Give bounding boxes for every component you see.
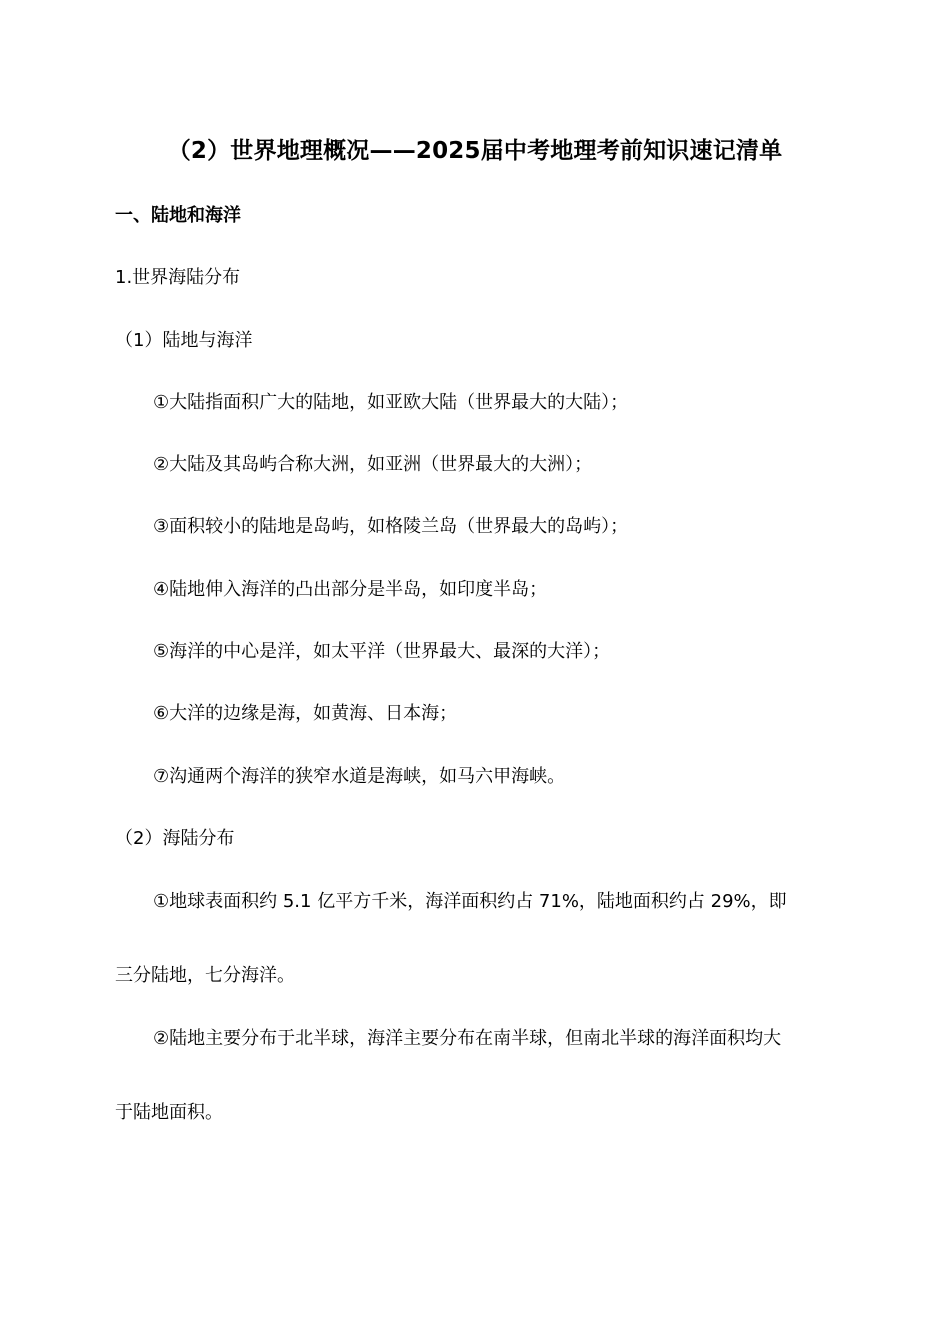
list-item: ③面积较小的陆地是岛屿，如格陵兰岛（世界最大的岛屿）； xyxy=(153,516,629,537)
paragraph-line: 三分陆地，七分海洋。 xyxy=(115,965,295,986)
subsection-heading: 1.世界海陆分布 xyxy=(115,267,241,288)
part-heading: （1）陆地与海洋 xyxy=(115,330,253,351)
list-item: ②大陆及其岛屿合称大洲，如亚洲（世界最大的大洲）； xyxy=(153,454,593,475)
paragraph-line: 于陆地面积。 xyxy=(115,1102,223,1123)
list-item: ①大陆指面积广大的陆地，如亚欧大陆（世界最大的大陆）； xyxy=(153,392,629,413)
section-heading: 一、陆地和海洋 xyxy=(115,205,241,226)
list-item: ④陆地伸入海洋的凸出部分是半岛，如印度半岛； xyxy=(153,579,548,600)
document-title: （2）世界地理概况——2025届中考地理考前知识速记清单 xyxy=(167,138,783,164)
list-item: ⑥大洋的边缘是海，如黄海、日本海； xyxy=(153,703,458,724)
paragraph-line: ①地球表面积约 5.1 亿平方千米，海洋面积约占 71%，陆地面积约占 29%，即 xyxy=(153,891,787,912)
list-item: ⑤海洋的中心是洋，如太平洋（世界最大、最深的大洋）； xyxy=(153,641,611,662)
list-item: ⑦沟通两个海洋的狭窄水道是海峡，如马六甲海峡。 xyxy=(153,766,566,787)
part-heading: （2）海陆分布 xyxy=(115,828,235,849)
paragraph-line: ②陆地主要分布于北半球，海洋主要分布在南半球，但南北半球的海洋面积均大 xyxy=(153,1028,782,1049)
